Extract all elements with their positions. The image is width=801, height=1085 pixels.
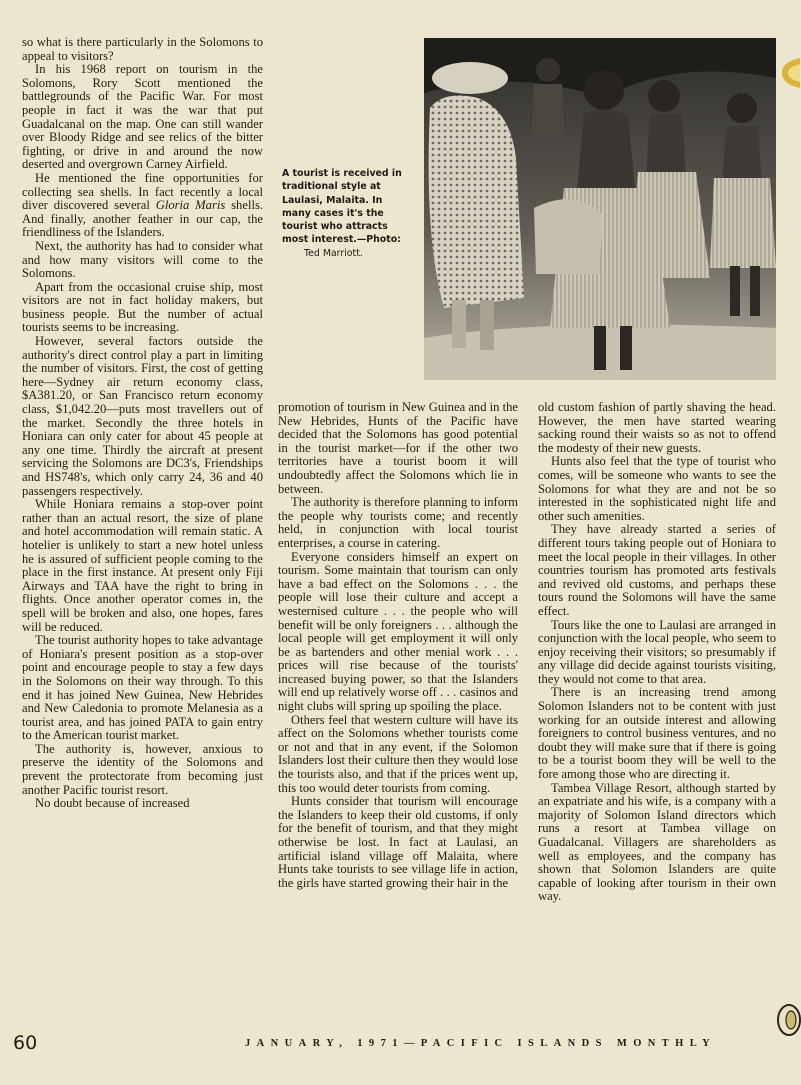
shell-name: Gloria Maris	[155, 198, 226, 213]
paragraph: In his 1968 report on tourism in the Solomons, Rory Scott mentioned the battlegrounds of the Pacific War. For most people in fact it was the war that put Guadalcanal on the map. One can still wander over Bloody Ridge and see relics of the bitter fighting, or drive in and around the now deserted and overgrown Carney Airfield.	[22, 62, 263, 172]
paragraph: Everyone considers himself an expert on tourism. Some maintain that tourism can only have a bad effect on the Solomons . . . the people will lose their culture and accept a westernised culture . . . the people who will benefit will be only foreigners . . . although the local people will get employment it will only be as bartenders and other menial work . . . prices will rise because of the tourists' increased buying power, so that the Islanders will end up relatively worse off . . . casinos and night clubs will spring up spoiling the place.	[278, 549, 518, 714]
paragraph: Others feel that western culture will have its affect on the Solomons whether tourists come or not and that in any event, if the Solomon Islanders lost their culture then they would lose the tourists also, and that if the prices went up, this too would deter tourists from coming.	[278, 712, 518, 795]
article-column-2	[278, 401, 518, 890]
paragraph: Tambea Village Resort, although started by an expatriate and his wife, is a company with a majority of Solomon Island directors which runs a resort at Tambea village on Guadalcanal. Villagers are shareholders as well as employees, and the company has shown that Solomon Islanders are quite capable of looking after tourism in their own way.	[538, 780, 776, 904]
page-number: 60	[13, 1032, 38, 1054]
paragraph: Tours like the one to Laulasi are arranged in conjunction with the local people, who seem to enjoy receiving their visitors; so presumably if any village did decide against tourists visiting, they would not come to that area.	[538, 617, 776, 686]
paragraph: Hunts also feel that the type of tourist who comes, will be someone who wants to see the Solomons for what they are and not be so interested in the sophisticated night life and other such amenities.	[538, 454, 776, 523]
paragraph: The authority is therefore planning to inform the people why tourists come; and recently held, in conjunction with local tourist enterprises, a course in catering.	[278, 495, 518, 550]
paragraph: No doubt because of increased	[35, 796, 190, 811]
article-column-3	[538, 401, 776, 904]
photo-illustration	[424, 38, 776, 380]
paragraph: While Honiara remains a stop-over point rather than an actual resort, the size of plane and hotel accommodation will remain static. A hotelier is unlikely to start a new hotel unless he is assured of sufficient people coming to the place in the first instance. At present only Fiji Airways and TAA have the right to bring in flights. Once another operator comes in, the spell will be broken and also, one hopes, fares will be reduced.	[22, 497, 263, 634]
paragraph: so what is there particularly in the Solomons to appeal to visitors?	[22, 35, 263, 63]
paragraph: He mentioned the fine opportunities for collecting sea shells. In fact recently a local diver discovered several Gloria Maris shells. And finally, another feather in our cap, the friendliness of the Islanders.	[22, 170, 263, 240]
article-column-1	[22, 36, 263, 811]
paragraph: Apart from the occasional cruise ship, most visitors are not in fact holiday makers, but business people. But the number of actual tourists seems to be increasing.	[22, 279, 263, 335]
paragraph: They have already started a series of different tours taking people out of Honiara to meet the local people in their villages. In other countries tourism has promoted arts festivals and revived old customs, and perhaps these tours round the Solomons will have the same effect.	[538, 522, 776, 618]
paragraph: However, several factors outside the authority's direct control play a part in limiting the number of visitors. First, the cost of getting here—Sydney air return economy class, $A381.20, or San Francisco return economy class, $1,042.20—puts most travellers out of the market. Secondly the three hotels in Honiara can only cater for about 45 people at any one time. Thirdly the aircraft at present servicing the Solomons are DC3's, Friendships and HS748's, which only carry 24, 36 and 40 passengers respectively.	[22, 334, 263, 498]
binding-tab-icon	[778, 58, 800, 88]
paragraph: promotion of tourism in New Guinea and in the New Hebrides, Hunts of the Pacific have decided that the Solomons has good potential in the tourist market—for if the other two territories have a tourist boom it will undoubtedly affect the Solomons which lie in between.	[278, 400, 518, 496]
paragraph: old custom fashion of partly shaving the head. However, the men have started wearing sacking round their waists so as not to offend the modesty of their new guests.	[538, 400, 776, 455]
photo-credit: Ted Marriott.	[304, 247, 363, 259]
paragraph: There is an increasing trend among Solomon Islanders not to be content with just working for an outside interest and allowing foreigners to control business ventures, and no doubt they will make sure that if there is going to be a tourist boom they will be well to the fore among those who are directing it.	[538, 685, 776, 782]
running-title: JANUARY, 1971—PACIFIC ISLANDS MONTHLY	[245, 1038, 717, 1049]
paragraph: Hunts consider that tourism will encourage the Islanders to keep their old customs, if only for the benefit of tourism, and that they might otherwise be lost. In fact at Laulasi, an artificial island village off Malaita, where Hunts take tourists to see village life in action, the girls have started growing their hair in the	[278, 794, 518, 890]
photo-caption	[282, 167, 406, 260]
paragraph: The authority is, however, anxious to preserve the identity of the Solomons and prevent the protectorate from becoming just another Pacific tourist resort.	[22, 741, 263, 797]
paragraph: Next, the authority has had to consider what and how many visitors will come to the Solomons.	[22, 238, 263, 281]
tourist-photo	[424, 38, 776, 380]
paragraph: The tourist authority hopes to take advantage of Honiara's present position as a stop-over point and encourage people to stay a few days in the Solomons on their way through. To this end it has joined New Guinea, New Hebrides and New Caledonia to promote Melanesia as a tourist area, and has joined PATA to gain entry to the American tourist market.	[22, 633, 263, 743]
page-footer	[0, 1028, 801, 1058]
caption-text: A tourist is received in traditional style at Laulasi, Malaita. In many cases it's the tourist who attracts most interest.—Photo:	[282, 168, 402, 246]
